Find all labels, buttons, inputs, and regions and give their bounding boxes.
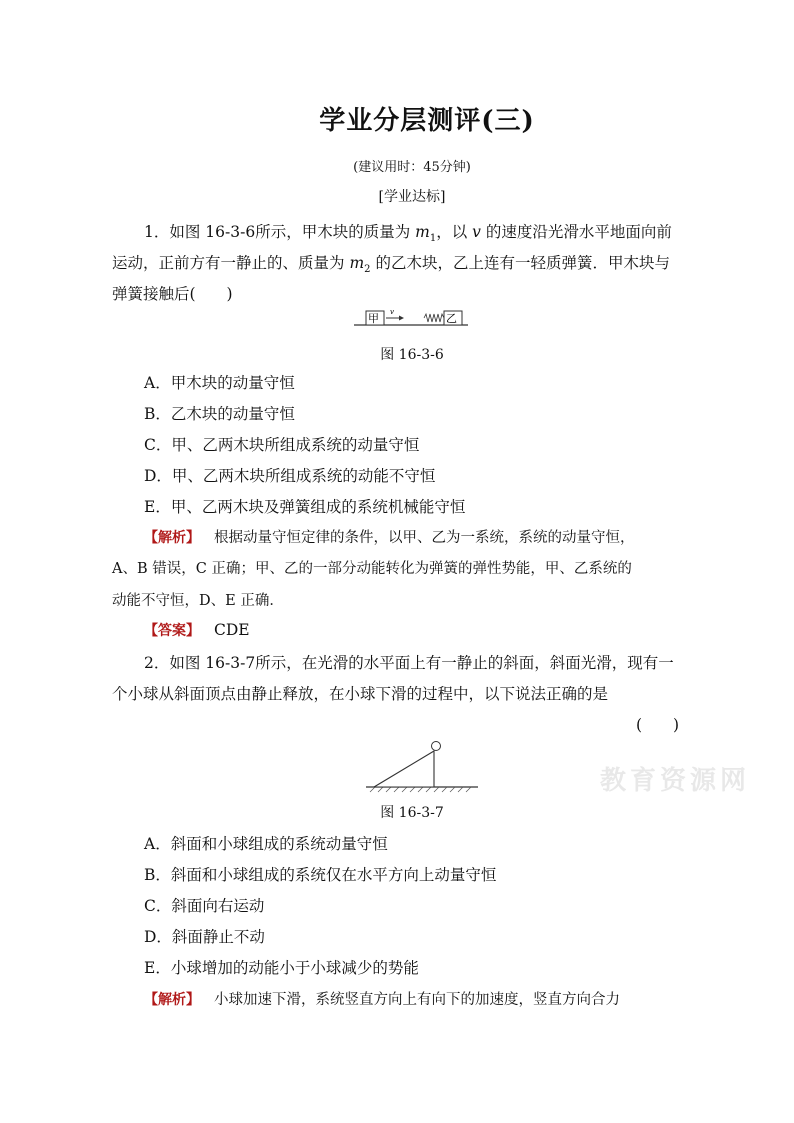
block-yi-label: 乙 <box>446 312 457 325</box>
q1-option-a: A．甲木块的动量守恒 <box>144 374 295 392</box>
time-suggestion: (建议用时：45分钟) <box>353 160 471 175</box>
q1-analysis-line-2: A、B 错误，C 正确；甲、乙的一部分动能转化为弹簧的弹性势能，甲、乙系统的 <box>112 561 632 577</box>
incline <box>374 751 434 787</box>
watermark: 教育资源网 <box>600 766 751 796</box>
q1-option-d: D．甲、乙两木块所组成系统的动能不守恒 <box>144 467 436 485</box>
q1-option-c: C．甲、乙两木块所组成系统的动量守恒 <box>144 436 420 454</box>
answer-tag: 【答案】 <box>144 623 200 639</box>
q1-analysis-line-3: 动能不守恒，D、E 正确． <box>112 593 284 609</box>
q1-line-2: 运动，正前方有一静止的、质量为 $m_2$ 的乙木块，乙上连有一轻质弹簧．甲木块与 <box>112 254 670 276</box>
q1-analysis-line-1: 【解析】 根据动量守恒定律的条件，以甲、乙为一系统，系统的动量守恒， <box>144 530 635 546</box>
q1-option-e: E．甲、乙两木块及弹簧组成的系统机械能守恒 <box>144 498 466 516</box>
figure-16-3-6 <box>352 305 472 329</box>
q2-option-b: B．斜面和小球组成的系统仅在水平方向上动量守恒 <box>144 866 497 884</box>
figure-caption-1: 图 16-3-6 <box>380 347 444 363</box>
ball <box>432 742 441 751</box>
block-jia-label: 甲 <box>368 312 379 325</box>
q2-option-e: E．小球增加的动能小于小球减少的势能 <box>144 959 419 977</box>
q2-answer-paren: ( ) <box>636 716 680 734</box>
q2-line-1: 2．如图 16-3-7所示，在光滑的水平面上有一静止的斜面，斜面光滑，现有一 <box>144 654 674 672</box>
spring <box>424 314 444 322</box>
velocity-arrowhead <box>399 316 404 321</box>
q1-line-1: 1．如图 16-3-6所示，甲木块的质量为 $m_1$，以 v 的速度沿光滑水平地面向前 <box>144 223 672 245</box>
figure-16-3-7 <box>362 735 482 793</box>
q2-line-2: 个小球从斜面顶点由静止释放，在小球下滑的过程中，以下说法正确的是 <box>112 685 609 703</box>
figure-caption-2: 图 16-3-7 <box>380 805 444 821</box>
page-title: 学业分层测评(三) <box>319 106 535 136</box>
q1-line-3: 弹簧接触后( ) <box>112 285 233 303</box>
q1-option-b: B．乙木块的动量守恒 <box>144 405 295 423</box>
ground-hatching <box>370 787 471 792</box>
section-heading: [学业达标] <box>378 189 446 205</box>
analysis-tag: 【解析】 <box>144 992 200 1008</box>
q2-option-c: C．斜面向右运动 <box>144 897 265 915</box>
velocity-label: v <box>390 308 394 316</box>
analysis-tag: 【解析】 <box>144 530 200 546</box>
q2-option-d: D．斜面静止不动 <box>144 928 265 946</box>
q2-analysis-line-1: 【解析】 小球加速下滑，系统竖直方向上有向下的加速度，竖直方向合力 <box>144 992 620 1008</box>
q1-answer: 【答案】 CDE <box>144 621 250 639</box>
q2-option-a: A．斜面和小球组成的系统动量守恒 <box>144 835 388 853</box>
